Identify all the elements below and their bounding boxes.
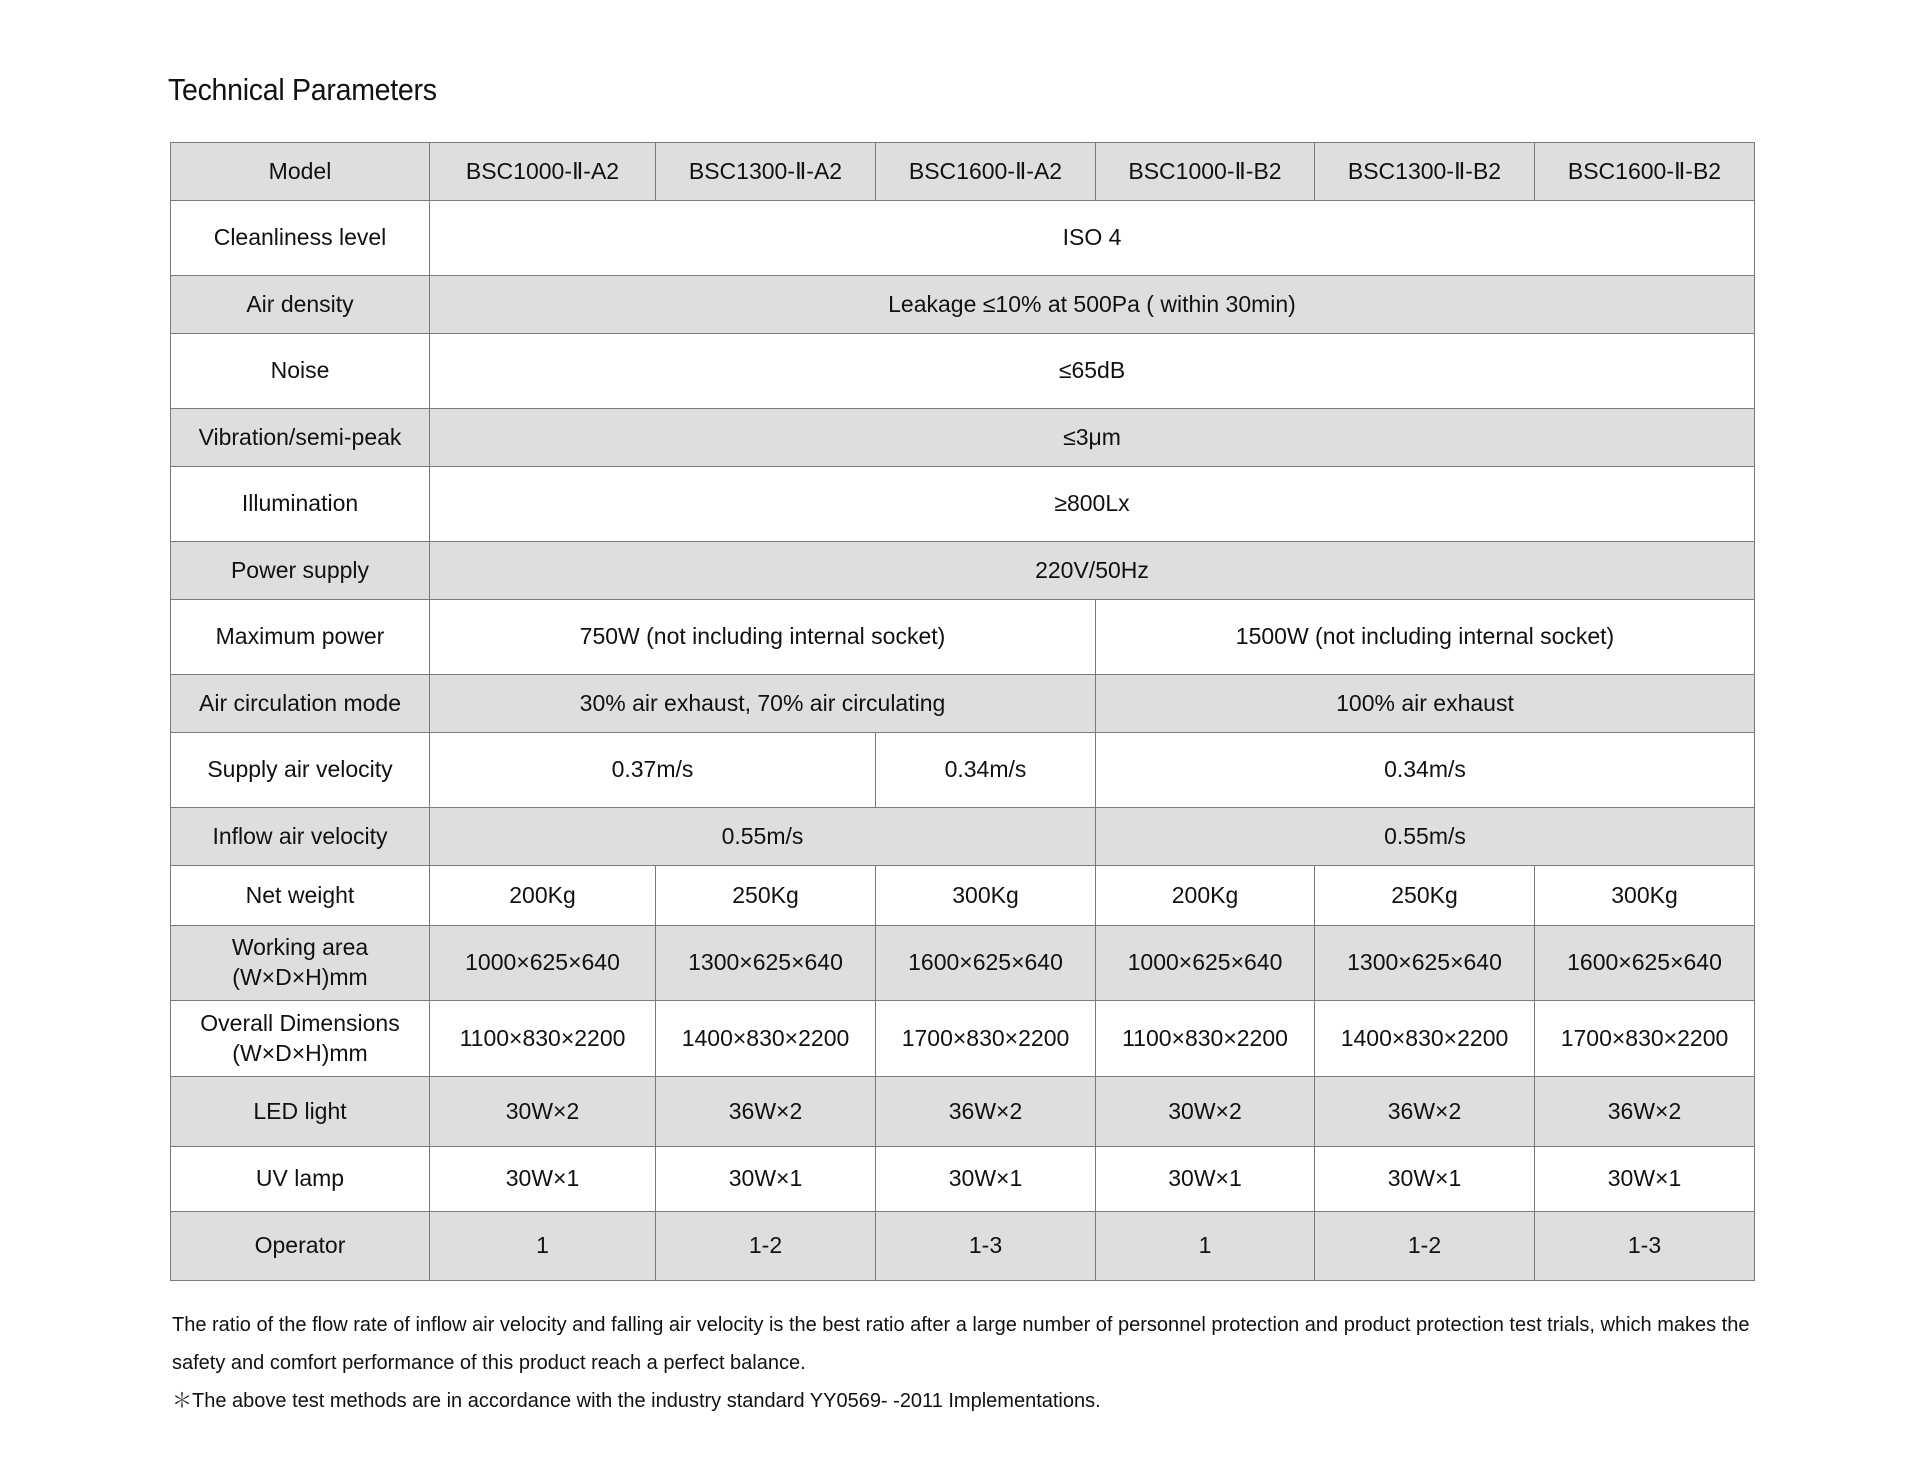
led-light-cell: 36W×2 bbox=[1535, 1077, 1755, 1147]
led-light-cell: 30W×2 bbox=[1096, 1077, 1315, 1147]
air-circulation-a2: 30% air exhaust, 70% air circulating bbox=[430, 675, 1096, 733]
overall-dimensions-cell: 1700×830×2200 bbox=[1535, 1001, 1755, 1077]
supply-velocity-b2: 0.34m/s bbox=[1096, 733, 1755, 808]
overall-dimensions-cell: 1400×830×2200 bbox=[1315, 1001, 1535, 1077]
working-area-cell: 1300×625×640 bbox=[1315, 926, 1535, 1001]
ratio-note: The ratio of the flow rate of inflow air velocity and falling air velocity is the best ratio after a large number of personnel protection and product protection test trials, which makes the safety and comfort performance of this product reach a perfect balance. bbox=[172, 1314, 1750, 1374]
noise-value: ≤65dB bbox=[430, 334, 1755, 409]
model-header-cell: BSC1600-Ⅱ-B2 bbox=[1535, 143, 1755, 201]
table-row-overall-dimensions bbox=[171, 1001, 1755, 1077]
operator-cell: 1-2 bbox=[656, 1212, 876, 1281]
row-label-noise: Noise bbox=[171, 334, 430, 409]
model-header-cell: BSC1300-Ⅱ-A2 bbox=[656, 143, 876, 201]
table-row-uv-lamp bbox=[171, 1147, 1755, 1212]
uv-lamp-cell: 30W×1 bbox=[1096, 1147, 1315, 1212]
page-title: Technical Parameters bbox=[168, 72, 437, 107]
operator-cell: 1-3 bbox=[1535, 1212, 1755, 1281]
uv-lamp-cell: 30W×1 bbox=[1315, 1147, 1535, 1212]
net-weight-cell: 300Kg bbox=[876, 866, 1096, 926]
table-row-cleanliness bbox=[171, 201, 1755, 276]
table-row-led-light bbox=[171, 1077, 1755, 1147]
net-weight-cell: 200Kg bbox=[1096, 866, 1315, 926]
table-row-max-power bbox=[171, 600, 1755, 675]
overall-dimensions-cell: 1700×830×2200 bbox=[876, 1001, 1096, 1077]
overall-dimensions-cell: 1400×830×2200 bbox=[656, 1001, 876, 1077]
max-power-a2: 750W (not including internal socket) bbox=[430, 600, 1096, 675]
table-row-operator bbox=[171, 1212, 1755, 1281]
row-label-operator: Operator bbox=[171, 1212, 430, 1281]
working-area-cell: 1600×625×640 bbox=[1535, 926, 1755, 1001]
row-label-model: Model bbox=[171, 143, 430, 201]
table-row-air-circulation bbox=[171, 675, 1755, 733]
uv-lamp-cell: 30W×1 bbox=[1535, 1147, 1755, 1212]
working-area-cell: 1000×625×640 bbox=[1096, 926, 1315, 1001]
operator-cell: 1-3 bbox=[876, 1212, 1096, 1281]
row-label-led-light: LED light bbox=[171, 1077, 430, 1147]
table-row-model bbox=[171, 143, 1755, 201]
row-label-supply-velocity: Supply air velocity bbox=[171, 733, 430, 808]
row-label-air-circulation: Air circulation mode bbox=[171, 675, 430, 733]
led-light-cell: 30W×2 bbox=[430, 1077, 656, 1147]
working-area-cell: 1600×625×640 bbox=[876, 926, 1096, 1001]
model-header-cell: BSC1000-Ⅱ-B2 bbox=[1096, 143, 1315, 201]
row-label-net-weight: Net weight bbox=[171, 866, 430, 926]
working-area-cell: 1300×625×640 bbox=[656, 926, 876, 1001]
uv-lamp-cell: 30W×1 bbox=[656, 1147, 876, 1212]
row-label-vibration: Vibration/semi-peak bbox=[171, 409, 430, 467]
row-label-inflow-velocity: Inflow air velocity bbox=[171, 808, 430, 866]
overall-dimensions-label-line1: Overall Dimensions bbox=[200, 1009, 400, 1036]
technical-parameters-table bbox=[170, 142, 1755, 1281]
working-area-cell: 1000×625×640 bbox=[430, 926, 656, 1001]
table-row-vibration bbox=[171, 409, 1755, 467]
max-power-b2: 1500W (not including internal socket) bbox=[1096, 600, 1755, 675]
overall-dimensions-label-line2: (W×D×H)mm bbox=[232, 1039, 368, 1066]
led-light-cell: 36W×2 bbox=[1315, 1077, 1535, 1147]
vibration-value: ≤3μm bbox=[430, 409, 1755, 467]
air-density-value: Leakage ≤10% at 500Pa ( within 30min) bbox=[430, 276, 1755, 334]
row-label-air-density: Air density bbox=[171, 276, 430, 334]
table-row-air-density bbox=[171, 276, 1755, 334]
model-header-cell: BSC1600-Ⅱ-A2 bbox=[876, 143, 1096, 201]
inflow-velocity-a2: 0.55m/s bbox=[430, 808, 1096, 866]
operator-cell: 1-2 bbox=[1315, 1212, 1535, 1281]
net-weight-cell: 200Kg bbox=[430, 866, 656, 926]
led-light-cell: 36W×2 bbox=[656, 1077, 876, 1147]
row-label-uv-lamp: UV lamp bbox=[171, 1147, 430, 1212]
table-row-inflow-velocity bbox=[171, 808, 1755, 866]
power-supply-value: 220V/50Hz bbox=[430, 542, 1755, 600]
cleanliness-value: ISO 4 bbox=[430, 201, 1755, 276]
row-label-overall-dimensions bbox=[171, 1001, 430, 1077]
model-header-cell: BSC1300-Ⅱ-B2 bbox=[1315, 143, 1535, 201]
operator-cell: 1 bbox=[430, 1212, 656, 1281]
supply-velocity-a2-large: 0.34m/s bbox=[876, 733, 1096, 808]
row-label-power-supply: Power supply bbox=[171, 542, 430, 600]
overall-dimensions-cell: 1100×830×2200 bbox=[1096, 1001, 1315, 1077]
operator-cell: 1 bbox=[1096, 1212, 1315, 1281]
illumination-value: ≥800Lx bbox=[430, 467, 1755, 542]
led-light-cell: 36W×2 bbox=[876, 1077, 1096, 1147]
net-weight-cell: 250Kg bbox=[656, 866, 876, 926]
uv-lamp-cell: 30W×1 bbox=[430, 1147, 656, 1212]
standard-note: ＊The above test methods are in accordance with the industry standard YY0569- -2011 Implementations. bbox=[172, 1390, 1101, 1412]
row-label-working-area bbox=[171, 926, 430, 1001]
working-area-label-line2: (W×D×H)mm bbox=[232, 964, 368, 990]
uv-lamp-cell: 30W×1 bbox=[876, 1147, 1096, 1212]
net-weight-cell: 300Kg bbox=[1535, 866, 1755, 926]
table-row-working-area bbox=[171, 926, 1755, 1001]
table-row-illumination bbox=[171, 467, 1755, 542]
model-header-cell: BSC1000-Ⅱ-A2 bbox=[430, 143, 656, 201]
table-row-power-supply bbox=[171, 542, 1755, 600]
footnotes bbox=[172, 1306, 1762, 1420]
overall-dimensions-cell: 1100×830×2200 bbox=[430, 1001, 656, 1077]
row-label-illumination: Illumination bbox=[171, 467, 430, 542]
row-label-cleanliness: Cleanliness level bbox=[171, 201, 430, 276]
table-row-net-weight bbox=[171, 866, 1755, 926]
working-area-label-line1: Working area bbox=[231, 934, 369, 961]
table-row-supply-velocity bbox=[171, 733, 1755, 808]
supply-velocity-a2-small: 0.37m/s bbox=[430, 733, 876, 808]
air-circulation-b2: 100% air exhaust bbox=[1096, 675, 1755, 733]
inflow-velocity-b2: 0.55m/s bbox=[1096, 808, 1755, 866]
table-row-noise bbox=[171, 334, 1755, 409]
row-label-max-power: Maximum power bbox=[171, 600, 430, 675]
net-weight-cell: 250Kg bbox=[1315, 866, 1535, 926]
